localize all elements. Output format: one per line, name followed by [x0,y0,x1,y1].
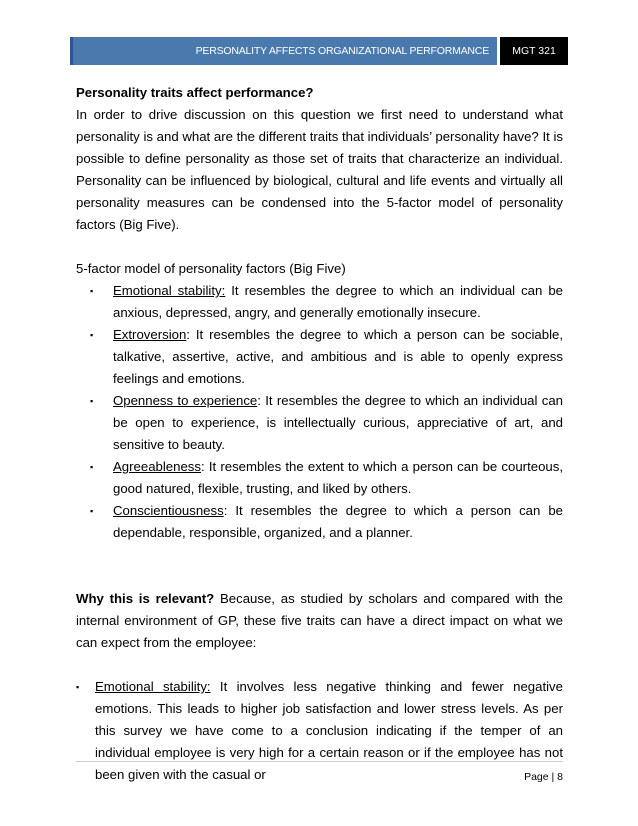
trait-description: : It resembles the degree to which a person can be sociable, talkative, assertive, active, and ambitious and is able to openly express feelings and emotions. [113,327,563,386]
impact-term: Emotional stability: [95,679,211,694]
trait-description: : It resembles the extent to which a person can be courteous, good natured, flexible, trusting, and liked by others. [113,459,563,496]
trait-term: Openness to experience [113,393,258,408]
header-course-code: MGT 321 [500,37,568,65]
trait-term: Agreeableness [113,459,201,474]
list-item [113,280,563,324]
section-heading: Personality traits affect performance? [76,85,314,100]
relevance-text: Because, as studied by scholars and compared with the internal environment of GP, these five traits can have a direct impact on what we can expect from the employee: [76,591,563,650]
trait-term: Extroversion [113,327,187,342]
trait-term: Conscientiousness [113,503,224,518]
traits-list [76,280,563,544]
trait-description: : It resembles the degree to which a person can be dependable, responsible, organized, and a planner. [113,503,563,540]
model-intro: 5-factor model of personality factors (Big Five) [76,261,346,276]
trait-description: It resembles the degree to which an individual can be anxious, depressed, angry, and generally emotionally insecure. [113,283,563,320]
list-item [113,456,563,500]
intro-paragraph: In order to drive discussion on this question we first need to understand what personality is and what are the different traits that individuals’ personality have? It is possible to define personality as those set of traits that characterize an individual. Personality can be influenced by biological, cultural and life events and virtually all personality measures can be condensed into the 5-factor model of personality factors (Big Five). [76,107,563,232]
trait-description: : It resembles the degree to which an individual can be open to experience, is intellectually curious, appreciative of art, and sensitive to beauty. [113,393,563,452]
relevance-heading: Why this is relevant? [76,591,215,606]
page-footer [76,761,563,783]
header-title: PERSONALITY AFFECTS ORGANIZATIONAL PERFORMANCE [70,37,497,65]
trait-term: Emotional stability: [113,283,226,298]
relevance-paragraph [76,588,563,654]
list-item [113,324,563,390]
list-item [113,390,563,456]
document-body [76,82,563,786]
page-number: Page | 8 [524,771,563,783]
impact-text: It involves less negative thinking and fewer negative emotions. This leads to higher job satisfaction and lower stress levels. As per this survey we have come to a conclusion indicating if the temper of an individual employee is very high for a certain reason or if the employee has not been given with the casual or [95,679,563,782]
list-item [113,500,563,544]
page-header [70,37,568,65]
